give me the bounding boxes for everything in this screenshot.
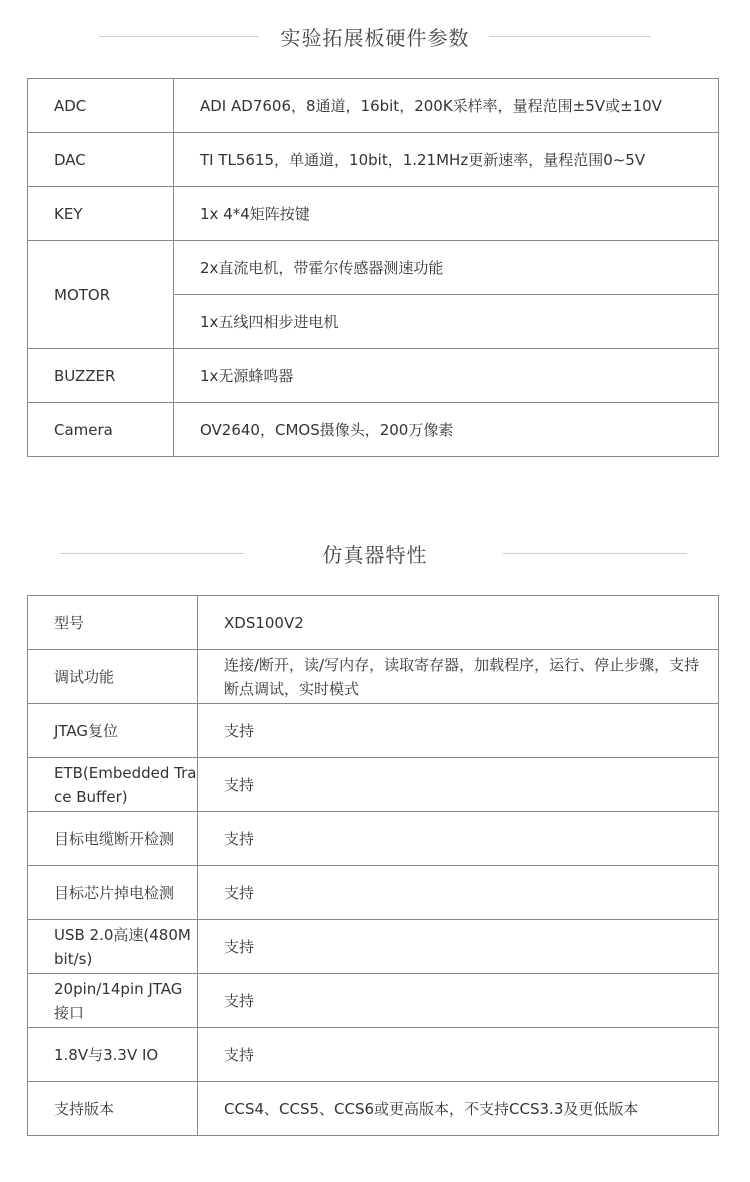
table-row bbox=[28, 866, 719, 920]
table-row bbox=[28, 241, 719, 295]
row-label: 1.8V与3.3V IO bbox=[28, 1028, 198, 1082]
row-label: DAC bbox=[28, 133, 174, 187]
table-row bbox=[28, 650, 719, 704]
table-row bbox=[28, 1082, 719, 1136]
table-row bbox=[28, 812, 719, 866]
row-label: ETB(Embedded Trace Buffer) bbox=[28, 758, 198, 812]
row-value: 1x五线四相步进电机 bbox=[174, 295, 719, 349]
row-label: BUZZER bbox=[28, 349, 174, 403]
row-label: 支持版本 bbox=[28, 1082, 198, 1136]
row-value: 支持 bbox=[198, 920, 719, 974]
row-label: 型号 bbox=[28, 596, 198, 650]
table-row bbox=[28, 133, 719, 187]
row-value: XDS100V2 bbox=[198, 596, 719, 650]
table-row bbox=[28, 920, 719, 974]
row-value: 1x无源蜂鸣器 bbox=[174, 349, 719, 403]
row-label: USB 2.0高速(480Mbit/s) bbox=[28, 920, 198, 974]
row-label: Camera bbox=[28, 403, 174, 457]
row-value: 连接/断开，读/写内存，读取寄存器，加载程序，运行、停止步骤，支持断点调试，实时模式 bbox=[198, 650, 719, 704]
table-row bbox=[28, 403, 719, 457]
row-value: 1x 4*4矩阵按键 bbox=[174, 187, 719, 241]
row-value: 2x直流电机，带霍尔传感器测速功能 bbox=[174, 241, 719, 295]
hardware-spec-table bbox=[27, 78, 719, 457]
row-value: OV2640，CMOS摄像头，200万像素 bbox=[174, 403, 719, 457]
row-label: MOTOR bbox=[28, 241, 174, 349]
row-value: 支持 bbox=[198, 704, 719, 758]
row-label: 目标电缆断开检测 bbox=[28, 812, 198, 866]
row-label: 调试功能 bbox=[28, 650, 198, 704]
row-label: ADC bbox=[28, 79, 174, 133]
section-title-emulator-text: 仿真器特性 bbox=[313, 539, 438, 568]
row-value: 支持 bbox=[198, 812, 719, 866]
row-label: 目标芯片掉电检测 bbox=[28, 866, 198, 920]
row-value: ADI AD7606，8通道，16bit，200K采样率，量程范围±5V或±10V bbox=[174, 79, 719, 133]
row-value: 支持 bbox=[198, 974, 719, 1028]
title-divider-right bbox=[489, 36, 651, 37]
section-title-emulator bbox=[0, 533, 750, 573]
table-row bbox=[28, 974, 719, 1028]
table-row bbox=[28, 79, 719, 133]
table-row bbox=[28, 758, 719, 812]
section-title-hardware-text: 实验拓展板硬件参数 bbox=[271, 22, 480, 51]
row-value: 支持 bbox=[198, 1028, 719, 1082]
table-row bbox=[28, 596, 719, 650]
table-row bbox=[28, 1028, 719, 1082]
row-value: CCS4、CCS5、CCS6或更高版本，不支持CCS3.3及更低版本 bbox=[198, 1082, 719, 1136]
title-divider-left bbox=[99, 36, 259, 37]
row-value: 支持 bbox=[198, 758, 719, 812]
title-divider-right bbox=[503, 553, 687, 554]
row-label: 20pin/14pin JTAG接口 bbox=[28, 974, 198, 1028]
row-value: TI TL5615，单通道，10bit，1.21MHz更新速率，量程范围0~5V bbox=[174, 133, 719, 187]
row-value: 支持 bbox=[198, 866, 719, 920]
title-divider-left bbox=[60, 553, 244, 554]
table-row bbox=[28, 349, 719, 403]
row-label: JTAG复位 bbox=[28, 704, 198, 758]
row-label: KEY bbox=[28, 187, 174, 241]
table-row bbox=[28, 187, 719, 241]
emulator-spec-table bbox=[27, 595, 719, 1136]
table-row bbox=[28, 704, 719, 758]
section-title-hardware bbox=[0, 16, 750, 56]
